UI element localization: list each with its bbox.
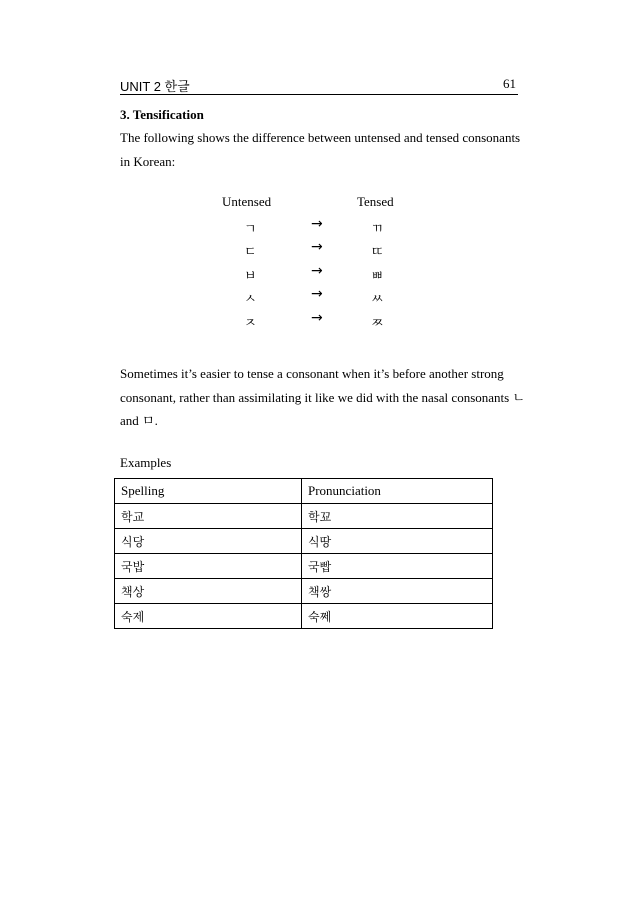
arrow-right-icon: → (311, 239, 323, 255)
consonant-comparison (0, 194, 638, 344)
table-header-row (115, 479, 493, 504)
pronunciation-header: Pronunciation (302, 479, 493, 504)
spelling-cell: 식당 (115, 529, 302, 554)
arrow-right-icon: → (311, 310, 323, 326)
tensed-consonant: ㅉ (371, 316, 384, 331)
untensed-consonant: ㅅ (244, 292, 257, 307)
tensification-explanation: Sometimes it’s easier to tense a consonant when it’s before another strong consonant, rather than assimilating it like we did with the nasal consonants ㄴ and ㅁ. (120, 366, 526, 428)
tensed-header: Tensed (357, 194, 394, 209)
untensed-header: Untensed (222, 194, 272, 209)
spelling-header: Spelling (115, 479, 302, 504)
spelling-cell: 숙제 (115, 604, 302, 629)
table-row (115, 529, 493, 554)
spelling-cell: 학교 (115, 504, 302, 529)
running-header (120, 76, 518, 95)
pronunciation-cell: 국빱 (302, 554, 493, 579)
consonant-row (0, 241, 638, 265)
intro-paragraph: The following shows the difference between untensed and tensed consonants in Korean: (120, 130, 521, 169)
consonant-row (0, 312, 638, 336)
untensed-consonant: ㅂ (244, 269, 257, 284)
unit-label: UNIT 2 한글 (120, 79, 190, 94)
tensed-consonant: ㄸ (371, 245, 384, 260)
arrow-right-icon: → (311, 216, 323, 232)
pronunciation-cell: 숙쩨 (302, 604, 493, 629)
consonant-row (0, 288, 638, 312)
table-row (115, 579, 493, 604)
spelling-cell: 국밥 (115, 554, 302, 579)
spelling-cell: 책상 (115, 579, 302, 604)
pronunciation-cell: 학꾜 (302, 504, 493, 529)
table-row (115, 504, 493, 529)
section-title: 3. Tensification (120, 107, 204, 122)
table-row (115, 604, 493, 629)
tensed-consonant: ㄲ (371, 222, 384, 237)
untensed-consonant: ㅈ (244, 316, 257, 331)
tensed-consonant: ㅃ (371, 269, 384, 284)
arrow-right-icon: → (311, 286, 323, 302)
table-row (115, 554, 493, 579)
tensed-consonant: ㅆ (371, 292, 384, 307)
page-number: 61 (503, 76, 516, 91)
arrow-right-icon: → (311, 263, 323, 279)
examples-table (114, 478, 493, 629)
pronunciation-cell: 식땅 (302, 529, 493, 554)
examples-label: Examples (120, 455, 172, 470)
pronunciation-cell: 책쌍 (302, 579, 493, 604)
untensed-consonant: ㄷ (244, 245, 257, 260)
untensed-consonant: ㄱ (244, 222, 257, 237)
